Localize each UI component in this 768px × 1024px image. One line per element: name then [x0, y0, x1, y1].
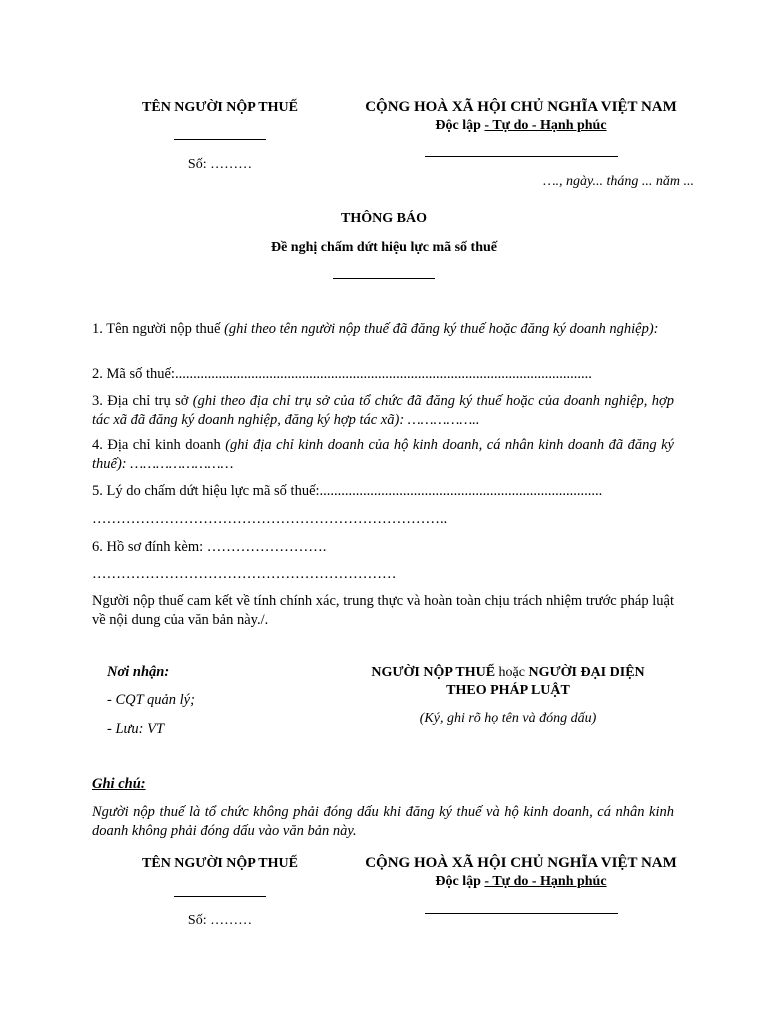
- signer-title: [308, 664, 708, 681]
- title-divider: [333, 278, 435, 279]
- motto-part-a-2: Độc lập: [435, 874, 485, 889]
- national-motto: [321, 117, 721, 134]
- taxpayer-name-heading-2: TÊN NGƯỜI NỘP THUẾ: [142, 856, 298, 871]
- item-3: [92, 392, 674, 430]
- item-5: 5. Lý do chấm dứt hiệu lực mã số thuế:..............................................................................: [92, 483, 603, 499]
- item-1-note: (ghi theo tên người nộp thuế đã đăng ký thuế hoặc đăng ký doanh nghiệp):: [224, 321, 659, 337]
- date-line: …., ngày... tháng ... năm ...: [543, 174, 694, 189]
- document-subtitle: Đề nghị chấm dứt hiệu lực mã số thuế: [270, 240, 498, 255]
- item-4-note: (ghi địa chỉ kinh doanh của hộ kinh doanh, cá nhân kinh doanh đã đăng ký thuế): ……………………: [92, 437, 674, 472]
- header-divider-left-2: [174, 896, 266, 897]
- document-number: Số: ………: [187, 157, 253, 172]
- document-number-2: Số: ………: [187, 913, 253, 928]
- header-divider-right: [425, 156, 618, 157]
- item-1-label: 1. Tên người nộp thuế: [92, 321, 225, 337]
- republic-heading-2: CỘNG HOÀ XÃ HỘI CHỦ NGHĨA VIỆT NAM: [365, 855, 677, 871]
- recipients-label: Nơi nhận:: [107, 664, 170, 680]
- recipient-tax-authority: - CQT quản lý;: [107, 692, 195, 708]
- item-2: 2. Mã số thuế:...................................................................................................................: [92, 366, 592, 382]
- commitment-text: Người nộp thuế cam kết về tính chính xác, trung thực và hoàn toàn chịu trách nhiệm trước pháp luật về nội dung của văn bản này./.: [92, 593, 674, 628]
- signer-title-a: NGƯỜI NỘP THUẾ: [371, 665, 499, 680]
- item-3-note: (ghi theo địa chỉ trụ sở của tổ chức đã đăng ký thuế hoặc của doanh nghiệp, hợp tác xã đã đăng ký doanh nghiệp, đăng ký hợp tác xã): ……………..: [92, 393, 674, 428]
- header-divider-left: [174, 139, 266, 140]
- motto-part-b-2: - Tự do - Hạnh phúc: [484, 874, 607, 889]
- signer-title-line2: THEO PHÁP LUẬT: [446, 683, 570, 698]
- document-title: THÔNG BÁO: [341, 211, 427, 226]
- motto-part-a: Độc lập: [435, 118, 485, 133]
- notes-text: Người nộp thuế là tổ chức không phải đóng dấu khi đăng ký thuế và hộ kinh doanh, cá nhân kinh doanh không phải đóng dấu vào văn bản này.: [92, 804, 674, 839]
- item-4-label: 4. Địa chỉ kinh doanh: [92, 437, 226, 453]
- item-6: 6. Hồ sơ đính kèm: …………………….: [92, 539, 327, 555]
- notes-label: Ghi chú:: [92, 776, 146, 792]
- motto-part-b: - Tự do - Hạnh phúc: [484, 118, 607, 133]
- item-4: [92, 436, 674, 474]
- republic-heading: CỘNG HOÀ XÃ HỘI CHỦ NGHĨA VIỆT NAM: [365, 99, 677, 115]
- signature-instruction: (Ký, ghi rõ họ tên và đóng dấu): [419, 711, 597, 726]
- item-5-continuation: ………………………………………………………………..: [92, 511, 448, 527]
- header-divider-right-2: [425, 913, 618, 914]
- signer-title-b: NGƯỜI ĐẠI DIỆN: [524, 665, 645, 680]
- item-3-label: 3. Địa chỉ trụ sở: [92, 393, 193, 409]
- recipient-archive: - Lưu: VT: [107, 721, 165, 737]
- national-motto-2: [321, 873, 721, 890]
- signer-title-or: hoặc: [498, 665, 525, 680]
- item-1: [92, 320, 674, 339]
- taxpayer-name-heading: TÊN NGƯỜI NỘP THUẾ: [142, 100, 298, 115]
- item-6-continuation: ………………………………………………………: [92, 566, 397, 582]
